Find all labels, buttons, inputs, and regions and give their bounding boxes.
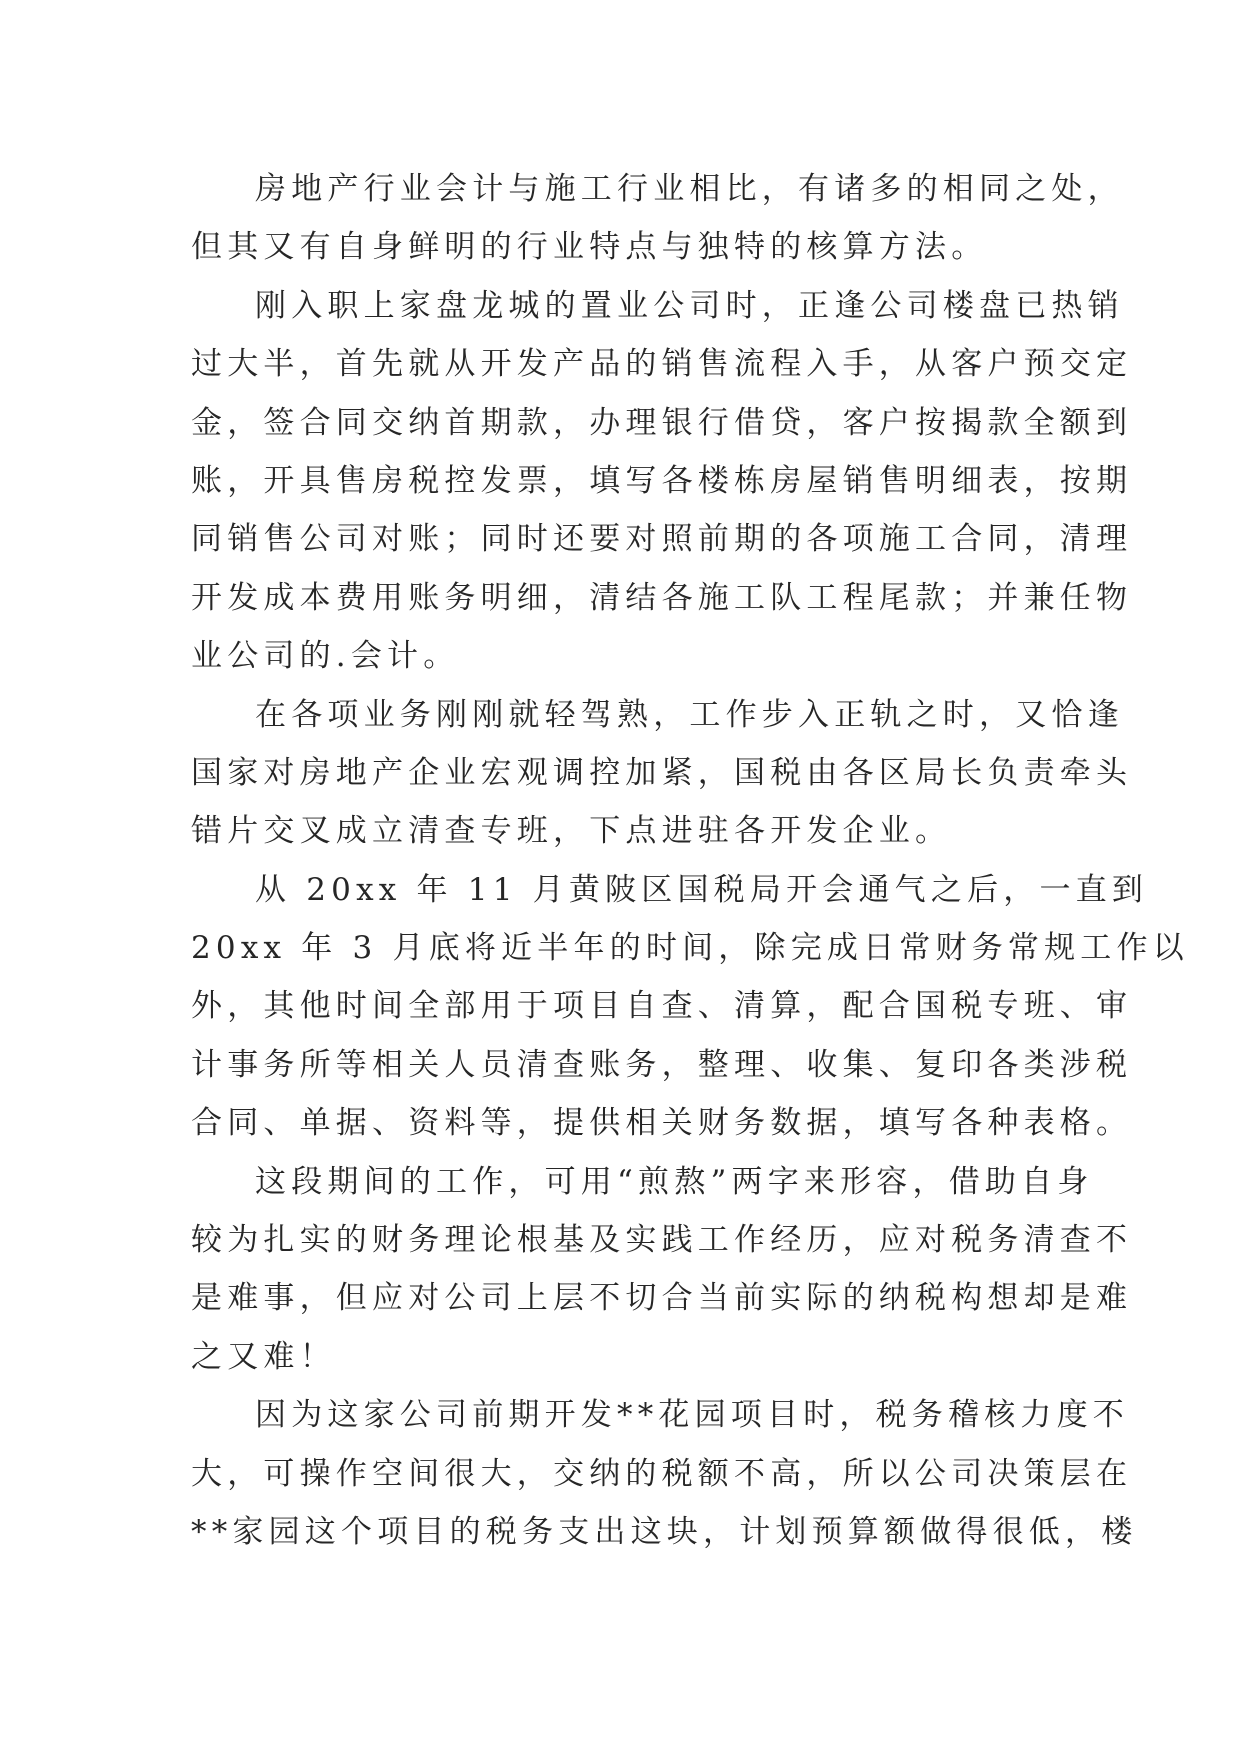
text-line: 从 20xx 年 11 月黄陂区国税局开会通气之后，一直到 bbox=[255, 871, 1149, 908]
text-line: 错片交叉成立清查专班，下点进驻各开发企业。 bbox=[191, 813, 952, 850]
text-line: 合同、单据、资料等，提供相关财务数据，填写各种表格。 bbox=[191, 1105, 1133, 1142]
text-line: 刚入职上家盘龙城的置业公司时，正逢公司楼盘已热销 bbox=[255, 287, 1124, 324]
text-line: 外，其他时间全部用于项目自查、清算，配合国税专班、审 bbox=[191, 988, 1133, 1025]
text-line: 因为这家公司前期开发**花园项目时，税务稽核力度不 bbox=[255, 1397, 1129, 1434]
text-line: 金，签合同交纳首期款，办理银行借贷，客户按揭款全额到 bbox=[191, 404, 1133, 441]
text-line: 较为扎实的财务理论根基及实践工作经历，应对税务清查不 bbox=[191, 1222, 1133, 1259]
text-line: **家园这个项目的税务支出这块，计划预算额做得很低，楼 bbox=[191, 1513, 1138, 1550]
text-line: 过大半，首先就从开发产品的销售流程入手，从客户预交定 bbox=[191, 346, 1133, 383]
text-line: 这段期间的工作，可用“煎熬”两字来形容，借助自身 bbox=[255, 1163, 1094, 1200]
text-line: 账，开具售房税控发票，填写各楼栋房屋销售明细表，按期 bbox=[191, 462, 1133, 499]
text-line: 在各项业务刚刚就轻驾熟，工作步入正轨之时，又恰逢 bbox=[255, 696, 1124, 733]
text-line: 但其又有自身鲜明的行业特点与独特的核算方法。 bbox=[191, 229, 988, 266]
text-line: 国家对房地产企业宏观调控加紧，国税由各区局长负责牵头 bbox=[191, 754, 1133, 791]
text-line: 计事务所等相关人员清查账务，整理、收集、复印各类涉税 bbox=[191, 1046, 1133, 1083]
text-line: 20xx 年 3 月底将近半年的时间，除完成日常财务常规工作以 bbox=[191, 930, 1189, 967]
text-line: 是难事，但应对公司上层不切合当前实际的纳税构想却是难 bbox=[191, 1280, 1133, 1317]
text-line: 房地产行业会计与施工行业相比，有诸多的相同之处， bbox=[255, 171, 1124, 207]
text-line: 之又难！ bbox=[191, 1338, 336, 1375]
text-line: 大，可操作空间很大，交纳的税额不高，所以公司决策层在 bbox=[191, 1455, 1133, 1492]
text-line: 业公司的.会计。 bbox=[191, 638, 460, 675]
document-body bbox=[191, 160, 1189, 1561]
text-line: 同销售公司对账；同时还要对照前期的各项施工合同，清理 bbox=[191, 521, 1133, 558]
text-line: 开发成本费用账务明细，清结各施工队工程尾款；并兼任物 bbox=[191, 579, 1133, 616]
